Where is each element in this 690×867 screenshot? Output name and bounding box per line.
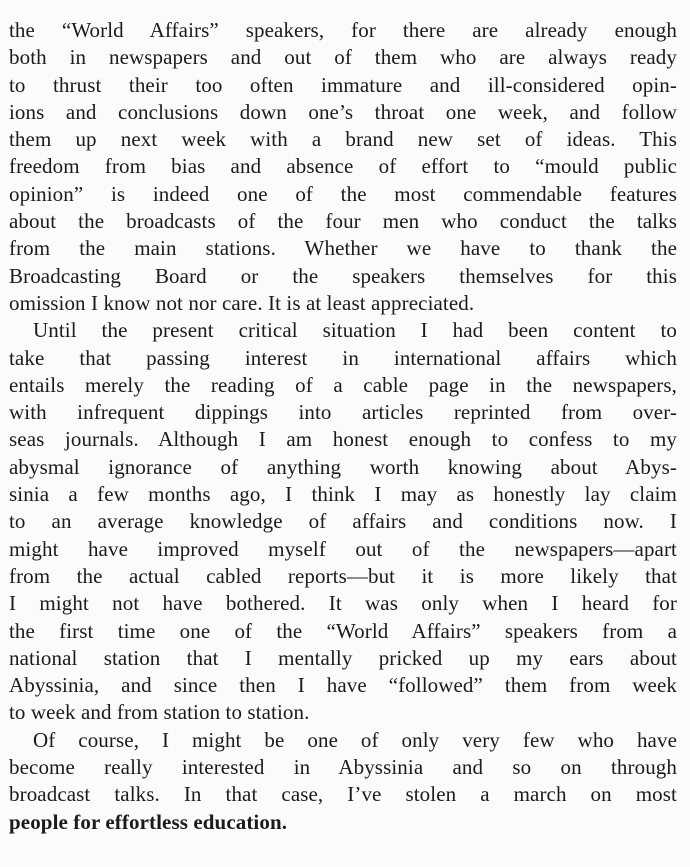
text-line: with infrequent dippings into articles reprinted from over-	[9, 400, 677, 425]
text-line: the first time one of the “World Affairs” speakers from a	[9, 618, 677, 643]
text-line: seas journals. Although I am honest enough to confess to my	[9, 427, 677, 452]
text-line: national station that I mentally pricked up my ears about	[9, 645, 677, 670]
article-paragraph-3	[9, 727, 677, 836]
text-line: sinia a few months ago, I think I may as honestly lay claim	[9, 482, 677, 507]
text-line: opinion” is indeed one of the most commendable features	[9, 181, 677, 206]
text-line: become really interested in Abyssinia and so on through	[9, 755, 677, 780]
article-column	[9, 17, 677, 836]
text-line: to an average knowledge of affairs and conditions now. I	[9, 509, 677, 534]
article-paragraph-2	[9, 317, 677, 726]
text-line: both in newspapers and out of them who are always ready	[9, 45, 677, 70]
text-line: people for effortless education.	[9, 809, 288, 834]
text-line: abysmal ignorance of anything worth knowing about Abys-	[9, 454, 677, 479]
text-line: Of course, I might be one of only very few who have	[33, 727, 677, 752]
text-line: broadcast talks. In that case, I’ve stolen a march on most	[9, 782, 677, 807]
text-line: Broadcasting Board or the speakers themselves for this	[9, 263, 677, 288]
article-paragraph-1	[9, 17, 677, 317]
text-line: entails merely the reading of a cable page in the newspapers,	[9, 372, 677, 397]
text-line: about the broadcasts of the four men who conduct the talks	[9, 209, 677, 234]
text-line: from the actual cabled reports—but it is more likely that	[9, 563, 677, 588]
text-line: freedom from bias and absence of effort to “mould public	[9, 154, 677, 179]
text-line: them up next week with a brand new set of ideas. This	[9, 127, 677, 152]
text-line: the “World Affairs” speakers, for there are already enough	[9, 18, 677, 42]
text-line: from the main stations. Whether we have to thank the	[9, 236, 677, 261]
text-line: to thrust their too often immature and ill-considered opin-	[9, 72, 677, 97]
text-line: I might not have bothered. It was only when I heard for	[9, 591, 677, 616]
text-line: take that passing interest in international affairs which	[9, 345, 677, 370]
text-line: ions and conclusions down one’s throat one week, and follow	[9, 99, 677, 124]
text-line: to week and from station to station.	[9, 700, 310, 725]
text-line: omission I know not nor care. It is at least appreciated.	[9, 290, 475, 315]
text-line: Abyssinia, and since then I have “followed” them from week	[9, 673, 677, 698]
text-line: might have improved myself out of the newspapers—apart	[9, 536, 677, 561]
text-line: Until the present critical situation I had been content to	[33, 318, 677, 343]
